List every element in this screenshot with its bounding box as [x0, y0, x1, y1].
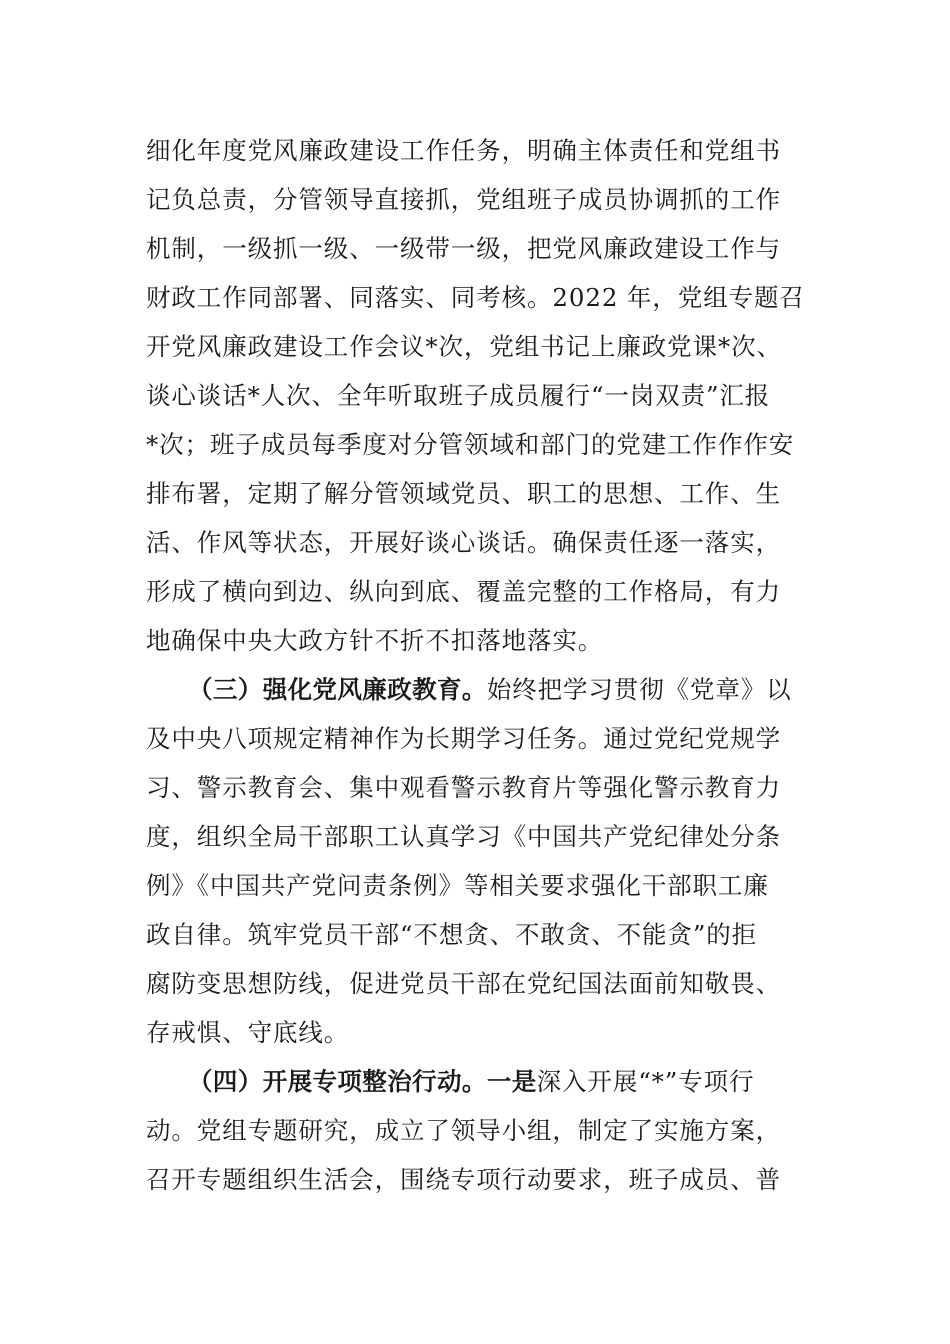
text-line: 细化年度党风廉政建设工作任务，明确主体责任和党组书	[146, 136, 781, 165]
text-line: 形成了横向到边、纵向到底、覆盖完整的工作格局，有力	[146, 577, 781, 606]
text-line: 谈心谈话*人次、全年听取班子成员履行“一岗双责”汇报	[146, 381, 771, 410]
text-line: 财政工作同部署、同落实、同考核。2022 年，党组专题召	[146, 283, 805, 312]
text-line: 动。党组专题研究，成立了领导小组，制定了实施方案，	[146, 1116, 781, 1145]
heading-rest: 始终把学习贯彻《党章》以	[486, 675, 792, 704]
section-heading: （三）强化党风廉政教育。	[188, 675, 487, 704]
text-line: 地确保中央大政方针不折不扣落地落实。	[146, 626, 604, 655]
text-line: 活、作风等状态，开展好谈心谈话。确保责任逐一落实，	[146, 528, 781, 557]
sub-heading: 一是	[486, 1067, 537, 1096]
text-line: 腐防变思想防线，促进党员干部在党纪国法面前知敬畏、	[146, 969, 781, 998]
text-line: 度，组织全局干部职工认真学习《中国共产党纪律处分条	[146, 822, 781, 851]
text-line: 召开专题组织生活会，围绕专项行动要求，班子成员、普	[146, 1165, 781, 1194]
text-line: 开党风廉政建设工作会议*次，党组书记上廉政党课*次、	[146, 332, 782, 361]
text-line: 排布署，定期了解分管领域党员、职工的思想、工作、生	[146, 479, 781, 508]
text-line: 政自律。筑牢党员干部“不想贪、不敢贪、不能贪”的拒	[146, 920, 758, 949]
text-line-first	[146, 1057, 801, 1106]
text-line-first	[146, 665, 801, 714]
paragraph-education	[146, 665, 801, 1057]
text-line: *次；班子成员每季度对分管领域和部门的党建工作作作安	[146, 430, 795, 459]
heading-rest: 深入开展“*”专项行	[536, 1067, 755, 1096]
section-heading: （四）开展专项整治行动。	[188, 1067, 487, 1096]
paragraph-responsibility	[146, 126, 805, 665]
paragraph-special-action	[146, 1057, 801, 1204]
document-body	[146, 126, 805, 1204]
text-line: 例》《中国共产党问责条例》等相关要求强化干部职工廉	[146, 871, 769, 900]
text-line: 机制，一级抓一级、一级带一级，把党风廉政建设工作与	[146, 234, 781, 263]
text-line: 及中央八项规定精神作为长期学习任务。通过党纪党规学	[146, 724, 781, 753]
text-line: 存戒惧、守底线。	[146, 1018, 350, 1047]
text-line: 习、警示教育会、集中观看警示教育片等强化警示教育力	[146, 773, 781, 802]
text-line: 记负总责，分管领导直接抓，党组班子成员协调抓的工作	[146, 185, 781, 214]
